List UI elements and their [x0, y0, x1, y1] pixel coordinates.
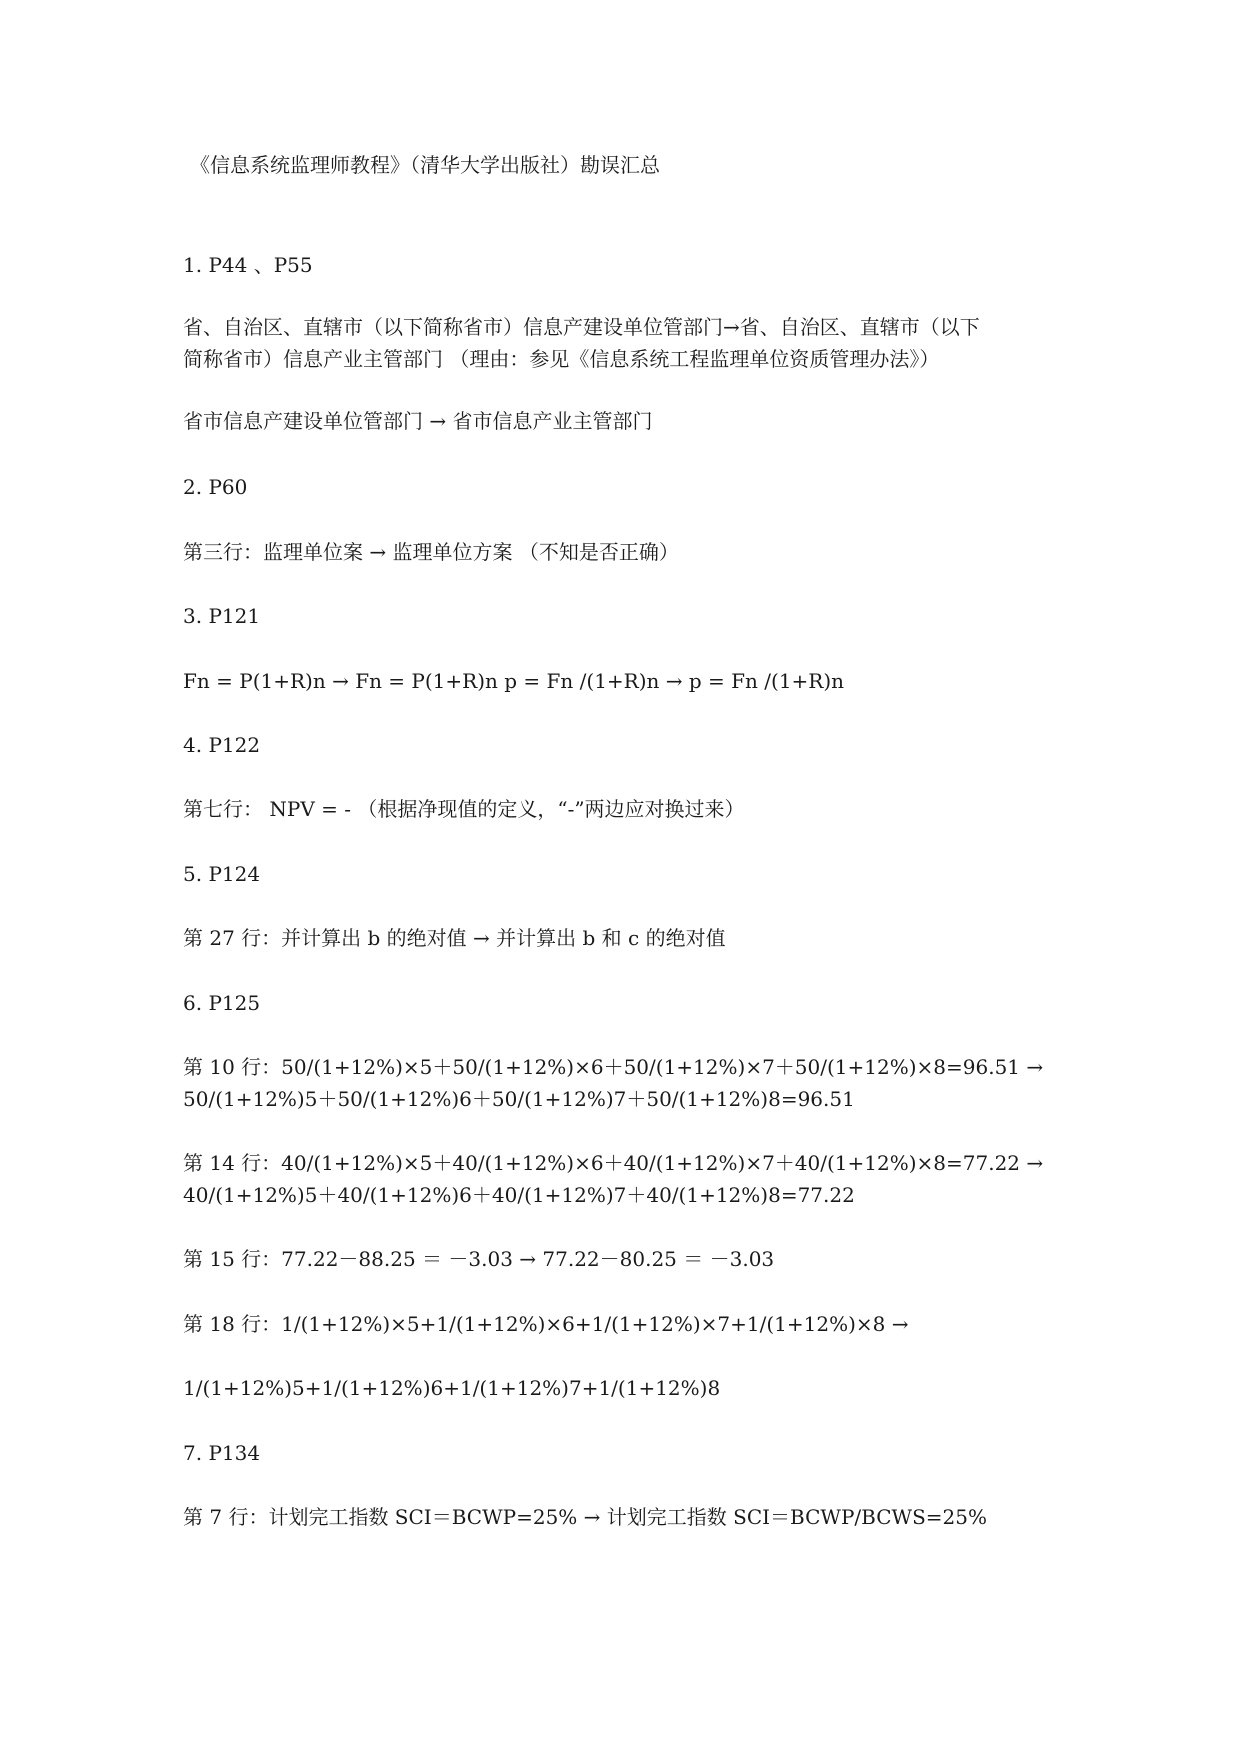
item-4-heading: 4. P122: [183, 733, 261, 757]
item-6-line-14-b: 40/(1+12%)5＋40/(1+12%)6＋40/(1+12%)7＋40/(1+12%)8=77.22: [183, 1183, 855, 1207]
item-6-line-15: 第 15 行：77.22－88.25 ＝ －3.03 → 77.22－80.25 ＝ －3.03: [183, 1247, 775, 1271]
item-6-line-14-a: 第 14 行：40/(1+12%)×5＋40/(1+12%)×6＋40/(1+12%)×7＋40/(1+12%)×8=77.22 →: [183, 1151, 1044, 1175]
document-title: 《信息系统监理师教程》（清华大学出版社）勘误汇总: [190, 153, 660, 177]
item-7-correction: 第 7 行：计划完工指数 SCI＝BCWP=25% → 计划完工指数 SCI＝BCWP/BCWS=25%: [183, 1505, 987, 1529]
item-6-line-18-a: 第 18 行：1/(1+12%)×5+1/(1+12%)×6+1/(1+12%)×7+1/(1+12%)×8 →: [183, 1312, 909, 1336]
item-7-heading: 7. P134: [183, 1441, 261, 1465]
item-4-correction: 第七行： NPV = - （根据净现值的定义，“-”两边应对换过来）: [183, 797, 745, 821]
item-3-heading: 3. P121: [183, 604, 261, 628]
item-6-heading: 6. P125: [183, 991, 261, 1015]
item-6-line-10-b: 50/(1+12%)5＋50/(1+12%)6＋50/(1+12%)7＋50/(1+12%)8=96.51: [183, 1087, 855, 1111]
item-1-text-line-2: 简称省市）信息产业主管部门 （理由：参见《信息系统工程监理单位资质管理办法》）: [183, 347, 940, 371]
item-2-correction: 第三行：监理单位案 → 监理单位方案 （不知是否正确）: [183, 540, 679, 564]
item-1-text-line-1: 省、自治区、直辖市（以下简称省市）信息产建设单位管部门→省、自治区、直辖市（以下: [183, 315, 980, 339]
item-1-correction: 省市信息产建设单位管部门 → 省市信息产业主管部门: [183, 409, 653, 433]
item-6-line-18-b: 1/(1+12%)5+1/(1+12%)6+1/(1+12%)7+1/(1+12%)8: [183, 1376, 721, 1400]
item-5-correction: 第 27 行：并计算出 b 的绝对值 → 并计算出 b 和 c 的绝对值: [183, 926, 726, 950]
item-1-heading: 1. P44 、P55: [183, 253, 313, 277]
item-3-correction: Fn = P(1+R)n → Fn = P(1+R)n p = Fn /(1+R)n → p = Fn /(1+R)n: [183, 669, 845, 693]
item-6-line-10-a: 第 10 行：50/(1+12%)×5＋50/(1+12%)×6＋50/(1+12%)×7＋50/(1+12%)×8=96.51 →: [183, 1055, 1044, 1079]
item-2-heading: 2. P60: [183, 475, 248, 499]
item-5-heading: 5. P124: [183, 862, 261, 886]
